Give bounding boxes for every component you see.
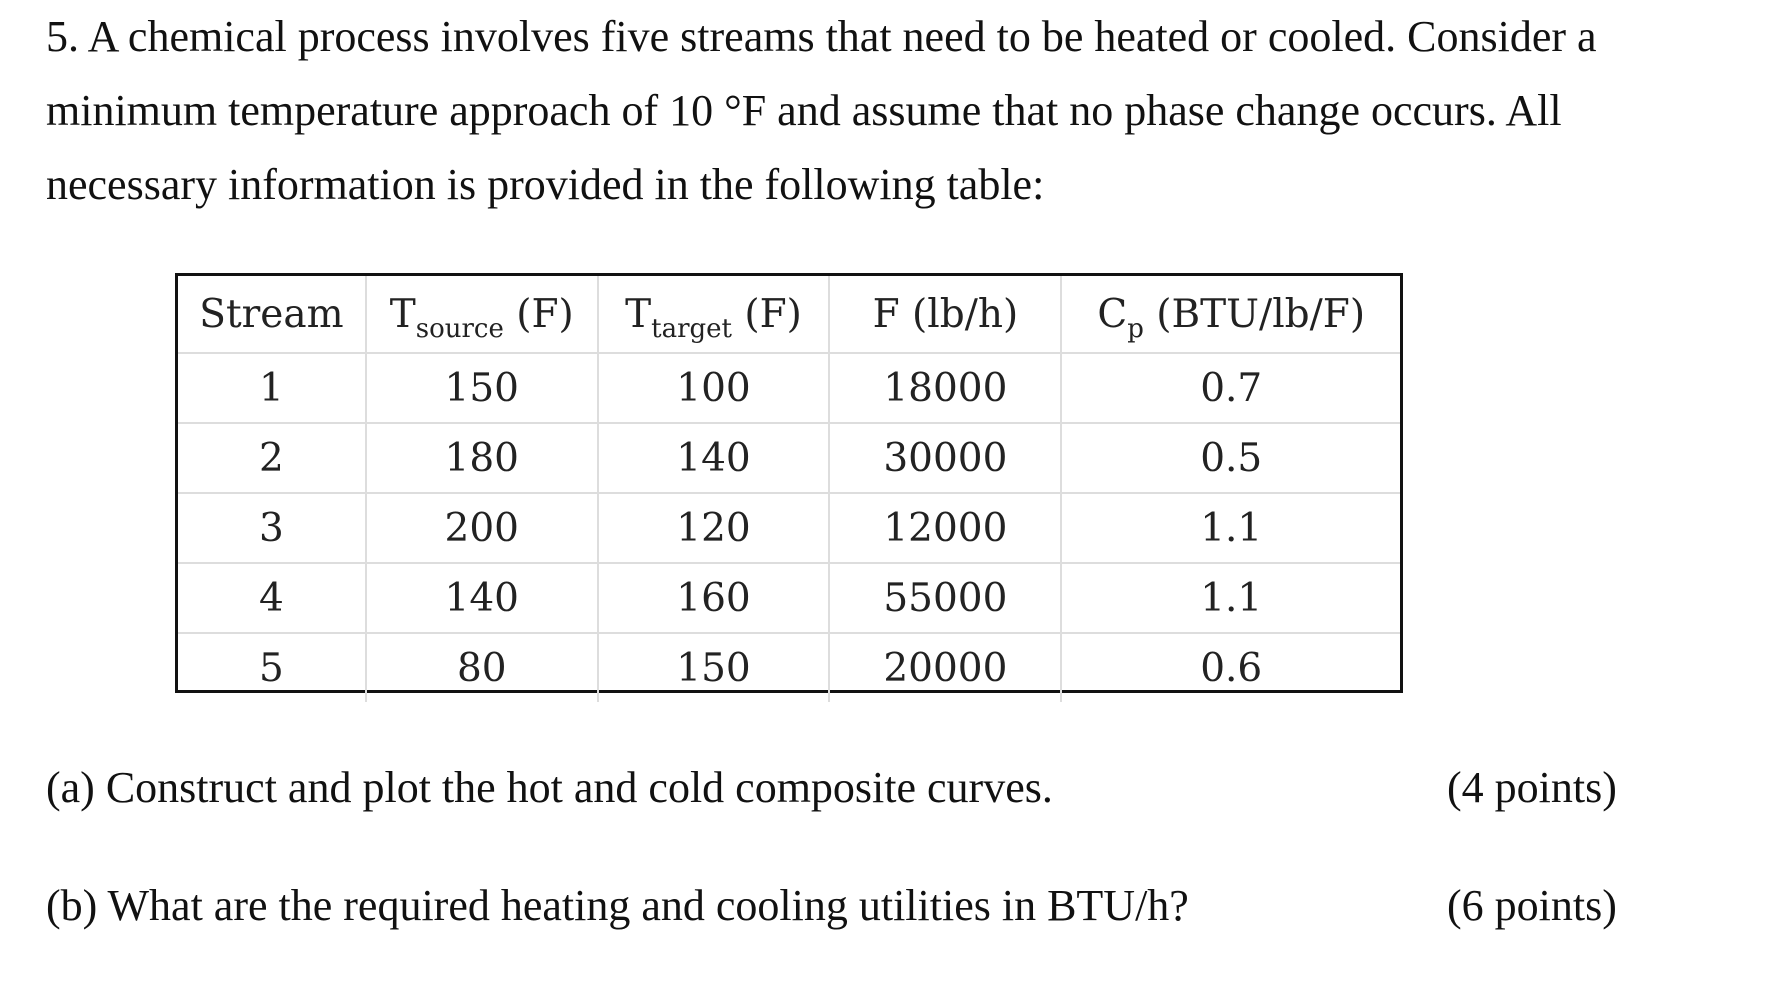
- cell-t-target: 160: [598, 563, 830, 633]
- cell-t-target: 120: [598, 493, 830, 563]
- cell-t-source: 180: [366, 423, 598, 493]
- cell-flow: 18000: [829, 353, 1061, 423]
- header-cp: $C_p$ (BTU/lb/F): [1061, 276, 1400, 353]
- cell-cp: 0.7: [1061, 353, 1400, 423]
- problem-line-3: necessary information is provided in the following table:: [46, 160, 1045, 209]
- table-header-row: [178, 276, 1400, 353]
- cell-flow: 20000: [829, 633, 1061, 702]
- table-row: [178, 353, 1400, 423]
- cell-stream: 4: [178, 563, 366, 633]
- cell-t-source: 140: [366, 563, 598, 633]
- cell-cp: 1.1: [1061, 493, 1400, 563]
- stream-data-table: [175, 273, 1403, 693]
- cell-flow: 55000: [829, 563, 1061, 633]
- table-row: [178, 493, 1400, 563]
- cell-flow: 30000: [829, 423, 1061, 493]
- cell-t-target: 150: [598, 633, 830, 702]
- table-row: [178, 423, 1400, 493]
- problem-line-2: minimum temperature approach of 10 °F and assume that no phase change occurs. All: [46, 86, 1562, 135]
- problem-line-1: 5. A chemical process involves five streams that need to be heated or cooled. Consider a: [46, 12, 1597, 61]
- header-t-target: $T_{target}$ (F): [598, 276, 830, 353]
- question-a-points: (4 points): [1447, 763, 1617, 812]
- cell-stream: 2: [178, 423, 366, 493]
- cell-cp: 0.5: [1061, 423, 1400, 493]
- cell-t-target: 140: [598, 423, 830, 493]
- cell-t-source: 150: [366, 353, 598, 423]
- header-stream: Stream: [178, 276, 366, 353]
- question-b: (b) What are the required heating and cooling utilities in BTU/h?: [46, 881, 1189, 930]
- table-row: [178, 563, 1400, 633]
- cell-stream: 5: [178, 633, 366, 702]
- table-row: [178, 633, 1400, 702]
- cell-t-target: 100: [598, 353, 830, 423]
- cell-flow: 12000: [829, 493, 1061, 563]
- problem-statement: [46, 0, 1746, 222]
- header-t-source: $T_{source}$ (F): [366, 276, 598, 353]
- question-b-points: (6 points): [1447, 881, 1617, 930]
- cell-t-source: 200: [366, 493, 598, 563]
- cell-stream: 3: [178, 493, 366, 563]
- question-a: (a) Construct and plot the hot and cold composite curves.: [46, 763, 1053, 812]
- header-flow: F (lb/h): [829, 276, 1061, 353]
- cell-t-source: 80: [366, 633, 598, 702]
- cell-stream: 1: [178, 353, 366, 423]
- cell-cp: 1.1: [1061, 563, 1400, 633]
- cell-cp: 0.6: [1200, 645, 1263, 691]
